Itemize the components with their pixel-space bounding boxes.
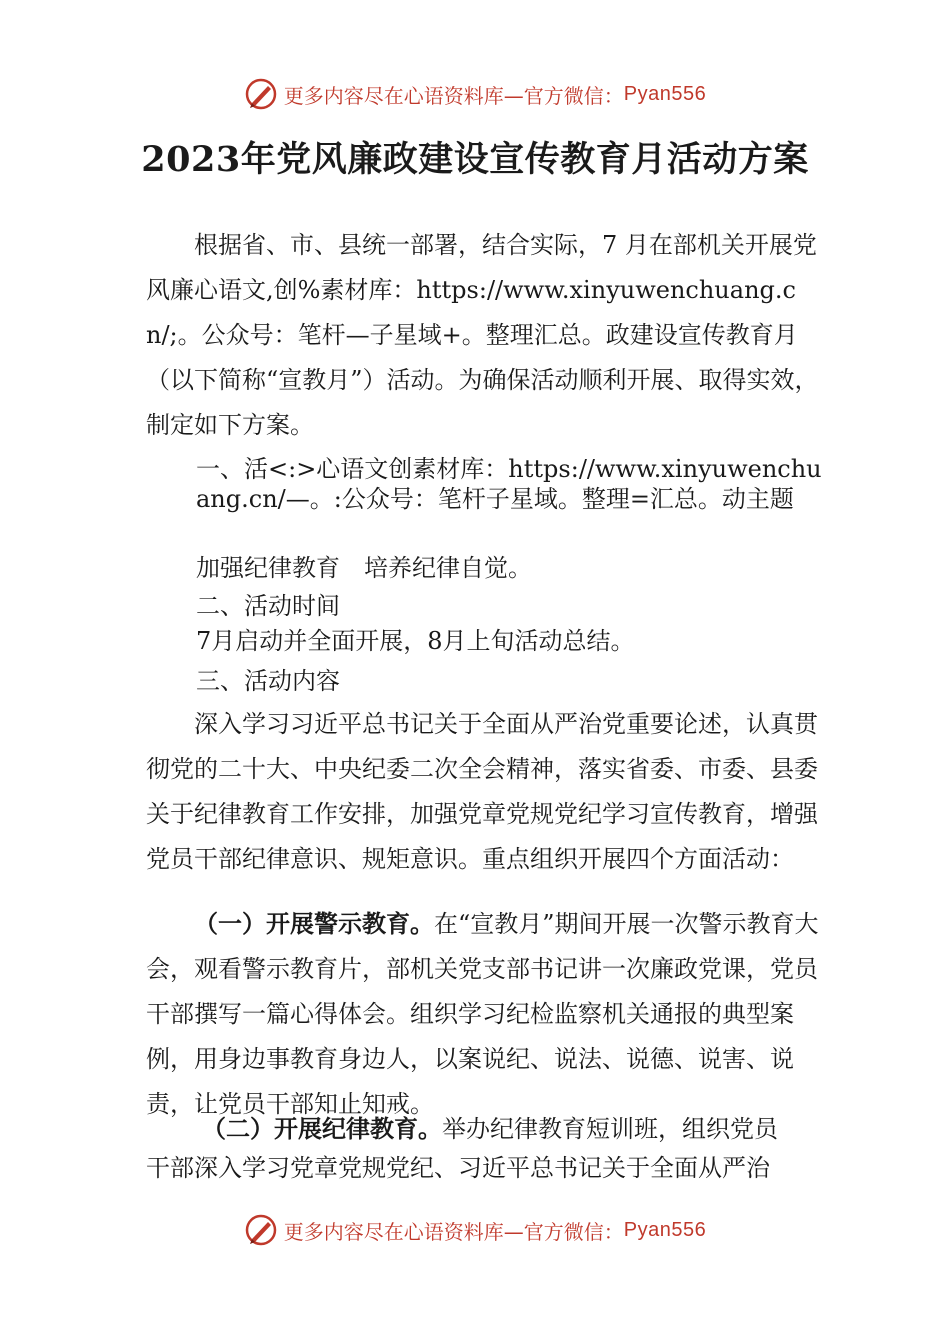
item2-body-line1: 举办纪律教育短训班，组织党员: [442, 1115, 778, 1143]
section2-heading: 二、活动时间: [196, 592, 340, 620]
document-title: 2023年党风廉政建设宣传教育月活动方案: [141, 139, 809, 180]
section3-body: 深入学习习近平总书记关于全面从严治党重要论述，认真贯彻党的二十大、中央纪委二次全会精神，落实省委、市委、县委关于纪律教育工作安排，加强党章党规党纪学习宣传教育，增强党员干部纪律意识、规矩意识。重点组织开展四个方面活动：: [146, 710, 818, 873]
item2-lead: （二）开展纪律教育。: [202, 1115, 442, 1143]
intro-paragraph: 根据省、市、县统一部署，结合实际，7 月在部机关开展党风廉心语文,创%素材库：https://www.xinyuwenchuang.cn/;。公众号：笔杆—子星域+。整理汇总。政建设宣传教育月（以下简称“宣教月”）活动。为确保活动顺利开展、取得实效，制定如下方案。: [146, 231, 819, 439]
watermark-header: [0, 74, 950, 114]
section1-heading: 一、活<:>心语文创素材库：https://www.xinyuwenchuang.cn/—。:公众号：笔杆子星域。整理=汇总。动主题: [196, 455, 822, 513]
section2-body: 7月启动并全面开展，8月上旬活动总结。: [196, 627, 635, 655]
item1-lead: （一）开展警示教育。: [194, 910, 434, 938]
item1-paragraph: [146, 902, 822, 1127]
watermark-text: 更多内容尽在心语资料库—官方微信：: [283, 83, 624, 108]
pen-logo-icon: [244, 1213, 278, 1247]
watermark-text: 更多内容尽在心语资料库—官方微信：: [283, 1219, 624, 1244]
section1-body: 加强纪律教育 培养纪律自觉。: [196, 554, 532, 582]
section3-heading: 三、活动内容: [196, 667, 340, 695]
watermark-footer: [0, 1210, 950, 1250]
item2-body-line2: 干部深入学习党章党规党纪、习近平总书记关于全面从严治: [146, 1154, 770, 1182]
watermark-handle: Pyan556: [623, 82, 707, 105]
watermark-handle: Pyan556: [623, 1218, 707, 1241]
item1-body: 在“宣教月”期间开展一次警示教育大会，观看警示教育片，部机关党支部书记讲一次廉政党课，党员干部撰写一篇心得体会。组织学习纪检监察机关通报的典型案例，用身边事教育身边人，以案说纪、说法、说德、说害、说责，让党员干部知止知戒。: [146, 910, 819, 1118]
pen-logo-icon: [244, 77, 278, 111]
